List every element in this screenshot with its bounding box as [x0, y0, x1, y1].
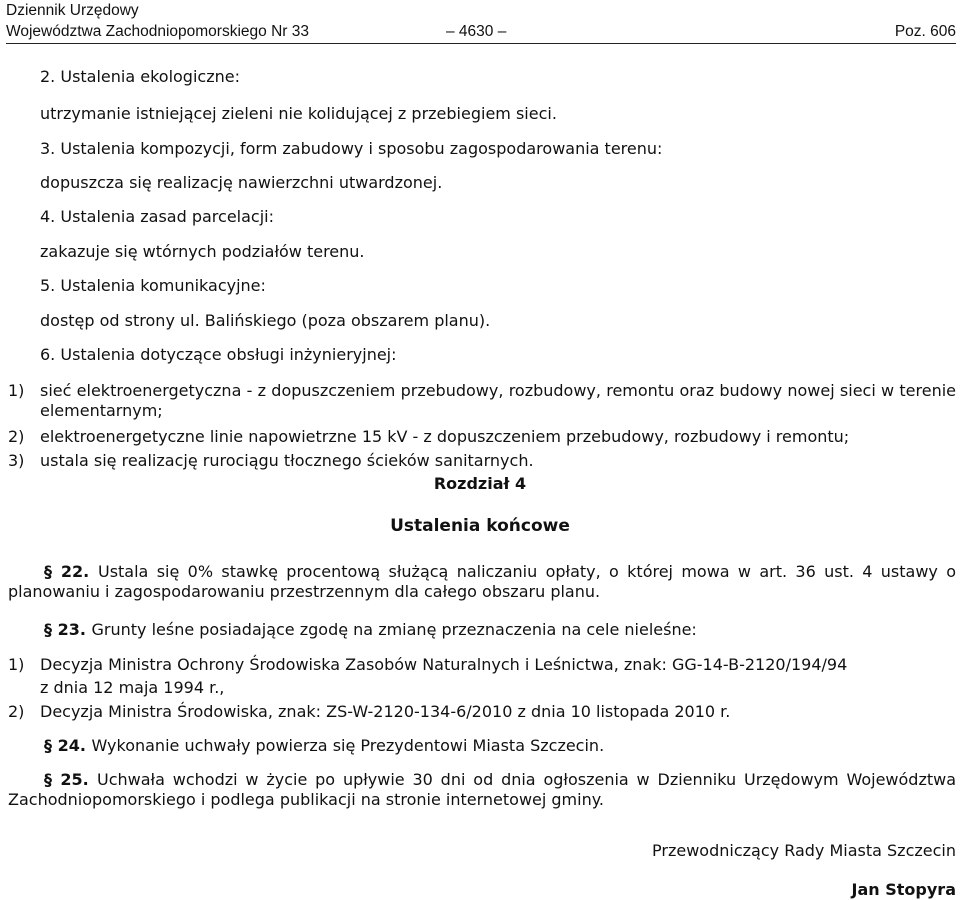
paragraph-23-mark: § 23.: [44, 620, 92, 639]
infrastructure-title: 6. Ustalenia dotyczące obsługi inżynieryjnej:: [40, 345, 397, 364]
infra-item-2-text: elektroenergetyczne linie napowietrzne 15 kV - z dopuszczeniem przebudowy, rozbudowy i remontu;: [40, 427, 850, 446]
chapter-number: Rozdział 4: [433, 474, 527, 493]
journal-title: [6, 0, 309, 42]
paragraph-24-mark: § 24.: [44, 736, 92, 755]
paragraph-22-mark: § 22.: [44, 562, 98, 581]
infra-item-1-num: 1): [8, 381, 25, 400]
chapter-title: Ustalenia końcowe: [390, 516, 570, 536]
journal-title-line1: Dziennik Urzędowy: [6, 2, 139, 19]
decision-1-num: 1): [8, 655, 25, 674]
infra-item-1-text: sieć elektroenergetyczna - z dopuszczeniem przebudowy, rozbudowy, remontu oraz budowy nowej sieci w terenie elementarnym;: [40, 381, 956, 420]
composition-text: dopuszcza się realizację nawierzchni utwardzonej.: [40, 173, 443, 192]
header-divider: [6, 43, 956, 44]
paragraph-25-text: Uchwała wchodzi w życie po upływie 30 dni od dnia ogłoszenia w Dzienniku Urzędowym Województwa Zachodniopomorskiego i podlega publikacji na stronie internetowej gminy.: [8, 770, 957, 809]
journal-title-line2: Województwa Zachodniopomorskiego Nr 33: [6, 23, 309, 40]
page-number: – 4630 –: [446, 23, 507, 40]
decision-1-line2: z dnia 12 maja 1994 r.,: [40, 678, 225, 697]
signature-role: Przewodniczący Rady Miasta Szczecin: [652, 841, 956, 860]
communication-title: 5. Ustalenia komunikacyjne:: [40, 276, 266, 295]
infra-item-3-num: 3): [8, 451, 25, 470]
decision-1-line1: Decyzja Ministra Ochrony Środowiska Zasobów Naturalnych i Leśnictwa, znak: GG-14-B-2120/194/94: [40, 655, 848, 674]
infra-item-3-text: ustala się realizację rurociągu tłocznego ścieków sanitarnych.: [40, 451, 534, 470]
position-number: Poz. 606: [894, 23, 956, 40]
paragraph-24-text: Wykonanie uchwały powierza się Prezydentowi Miasta Szczecin.: [91, 736, 605, 755]
paragraph-22: [8, 562, 956, 602]
paragraph-25-mark: § 25.: [44, 770, 98, 789]
composition-title: 3. Ustalenia kompozycji, form zabudowy i sposobu zagospodarowania terenu:: [40, 139, 663, 158]
decision-2-line1: Decyzja Ministra Środowiska, znak: ZS-W-2120-134-6/2010 z dnia 10 listopada 2010 r.: [40, 702, 731, 721]
communication-text: dostęp od strony ul. Balińskiego (poza obszarem planu).: [40, 311, 491, 330]
eco-text: utrzymanie istniejącej zieleni nie kolidującej z przebiegiem sieci.: [40, 104, 557, 123]
paragraph-22-text: Ustala się 0% stawkę procentową służącą naliczaniu opłaty, o której mowa w art. 36 ust. 4 ustawy o planowaniu i zagospodarowaniu przestrzennym dla całego obszaru planu.: [8, 562, 957, 601]
parcel-title: 4. Ustalenia zasad parcelacji:: [40, 207, 274, 226]
eco-title: 2. Ustalenia ekologiczne:: [40, 67, 240, 86]
signature-name: Jan Stopyra: [851, 880, 956, 899]
parcel-text: zakazuje się wtórnych podziałów terenu.: [40, 242, 365, 261]
infra-item-2-num: 2): [8, 427, 25, 446]
paragraph-25: [8, 770, 956, 810]
paragraph-24: [8, 736, 956, 756]
paragraph-23: [8, 620, 956, 640]
decision-2-num: 2): [8, 702, 25, 721]
paragraph-23-text: Grunty leśne posiadające zgodę na zmianę przeznaczenia na cele nieleśne:: [91, 620, 697, 639]
